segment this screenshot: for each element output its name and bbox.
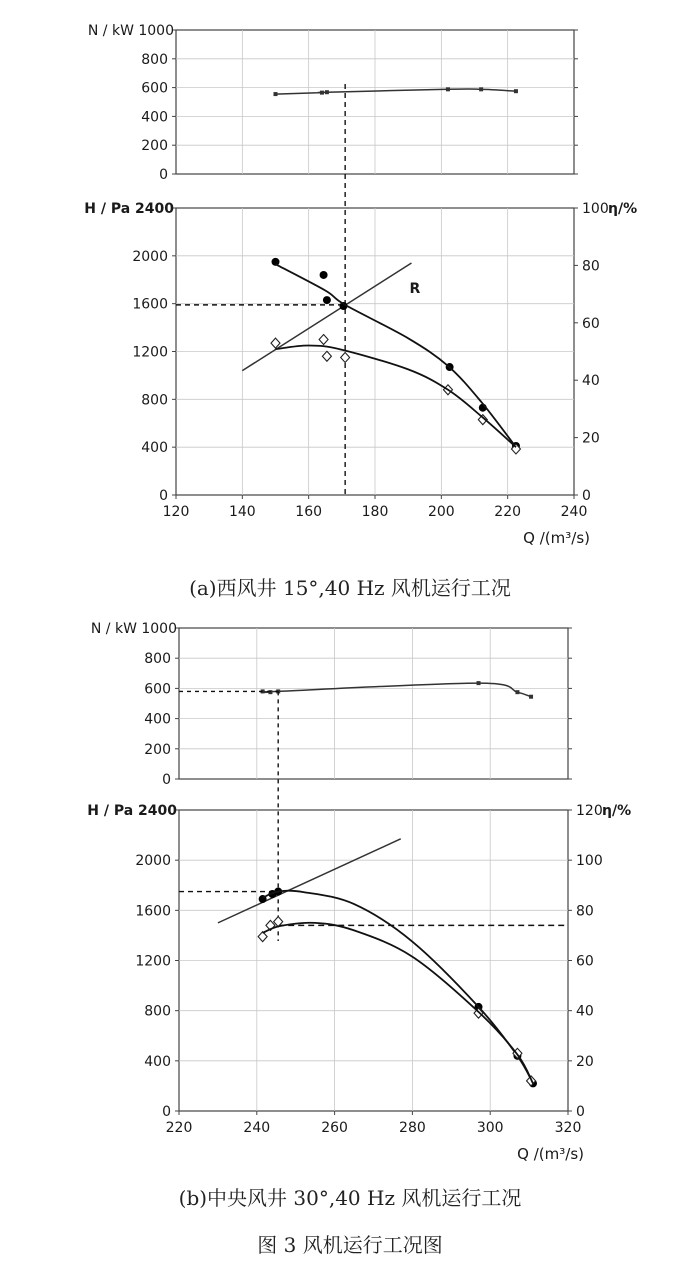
chart-b-power-point [529,695,533,699]
chart-b-pressure-tick-label: 1600 [135,903,171,920]
chart-a-x-tick-label: 120 [162,504,190,520]
chart-a-x-tick-label: 180 [361,504,389,520]
chart-a-pressure-tick-label: 2000 [132,248,168,265]
chart-b-pressure-axis-label: H / Pa 2400 [87,803,177,819]
chart-b-power-tick-label: 800 [144,651,171,668]
chart-b-eff-tick-label: 80 [576,903,594,920]
chart-a-pressure-point [320,271,328,279]
chart-a-eff-tick-label: 40 [582,373,600,390]
chart-a-x-tick-label: 200 [427,504,455,520]
chart-a-resistance-label: R [409,281,421,298]
chart-b-pressure-tick-label: 800 [144,1003,171,1020]
chart-b-eff-tick-label: 100 [576,853,603,870]
chart-a-pressure-tick-label: 800 [141,392,168,409]
chart-a-x-tick-label: 220 [494,504,522,520]
chart-b-eff-tick-label: 60 [576,953,594,970]
chart-a-pressure-tick-label: 1600 [132,296,168,313]
chart-b-x-axis-label: Q /(m³/s) [517,1145,584,1163]
chart-a-power-point [325,90,329,94]
chart-a-x-tick-label: 160 [295,504,323,520]
chart-a-power-tick-label: 800 [141,51,168,68]
chart-a-x-axis-label: Q /(m³/s) [523,529,590,547]
chart-a-eff-tick-label: 20 [582,430,600,447]
chart-b-x-tick-label: 240 [243,1120,271,1136]
chart-b-pressure-tick-label: 2000 [135,853,171,870]
chart-b-power-tick-label: 200 [144,741,171,758]
chart-b-eff-tick-label: 120 [576,803,603,819]
chart-b-x-tick-label: 220 [165,1120,193,1136]
chart-b-x-tick-label: 260 [321,1120,348,1136]
chart-a-power-point [274,92,278,96]
chart-a-power-axis-label: N / kW 1000 [87,23,174,39]
chart-b-x-tick-label: 320 [554,1120,582,1136]
chart-b-eff-tick-label: 0 [576,1104,585,1120]
chart-a-power-tick-label: 600 [141,80,168,97]
chart-b-eff-tick-label: 20 [576,1053,594,1070]
chart-a-power-tick-label: 200 [141,138,168,155]
chart-b-eff-tick-label: 40 [576,1003,594,1020]
chart-b-pressure-tick-label: 1200 [135,953,171,970]
chart-b-pressure-tick-label: 400 [144,1053,171,1070]
chart-a-pressure-tick-label: 400 [141,440,168,457]
chart-a-eff-tick-label: 0 [582,488,591,504]
chart-a-caption: (a)西风井 15°,40 Hz 风机运行工况 [189,576,511,600]
chart-b-caption: (b)中央风井 30°,40 Hz 风机运行工况 [178,1186,522,1210]
chart-a-eff-axis-label: η/% [608,201,638,217]
chart-a-power-point [514,89,518,93]
chart-b-x-tick-label: 300 [476,1120,504,1136]
chart-b-power-frame [179,628,568,779]
chart-b-pressure-tick-label: 0 [162,1104,171,1120]
chart-b-power-point [477,681,481,685]
chart-b-power-point [515,690,519,694]
chart-b-power-tick-label: 600 [144,681,171,698]
chart-a-power-tick-label: 400 [141,109,168,126]
chart-b-power-tick-label: 0 [162,772,171,788]
chart-a-x-tick-label: 140 [228,504,256,520]
chart-b-x-tick-label: 280 [399,1120,426,1136]
chart-b-eff-axis-label: η/% [602,803,632,819]
figure-caption: 图 3 风机运行工况图 [257,1233,443,1257]
chart-a-pressure-tick-label: 1200 [132,344,168,361]
chart-a-power-point [320,91,324,95]
chart-a-power-point [479,87,483,91]
chart-a-eff-tick-label: 100 [582,201,609,217]
chart-a-x-tick-label: 240 [560,504,588,520]
chart-a-power-point [446,87,450,91]
chart-a-eff-tick-label: 60 [582,315,600,332]
chart-a-power-tick-label: 0 [159,167,168,183]
chart-a-pressure-tick-label: 0 [159,488,168,504]
chart-a-pressure-axis-label: H / Pa 2400 [84,201,174,217]
chart-b-power-axis-label: N / kW 1000 [90,621,177,637]
chart-b-power-tick-label: 400 [144,711,171,728]
chart-a-pressure-point [323,296,331,304]
chart-a-eff-tick-label: 80 [582,258,600,275]
